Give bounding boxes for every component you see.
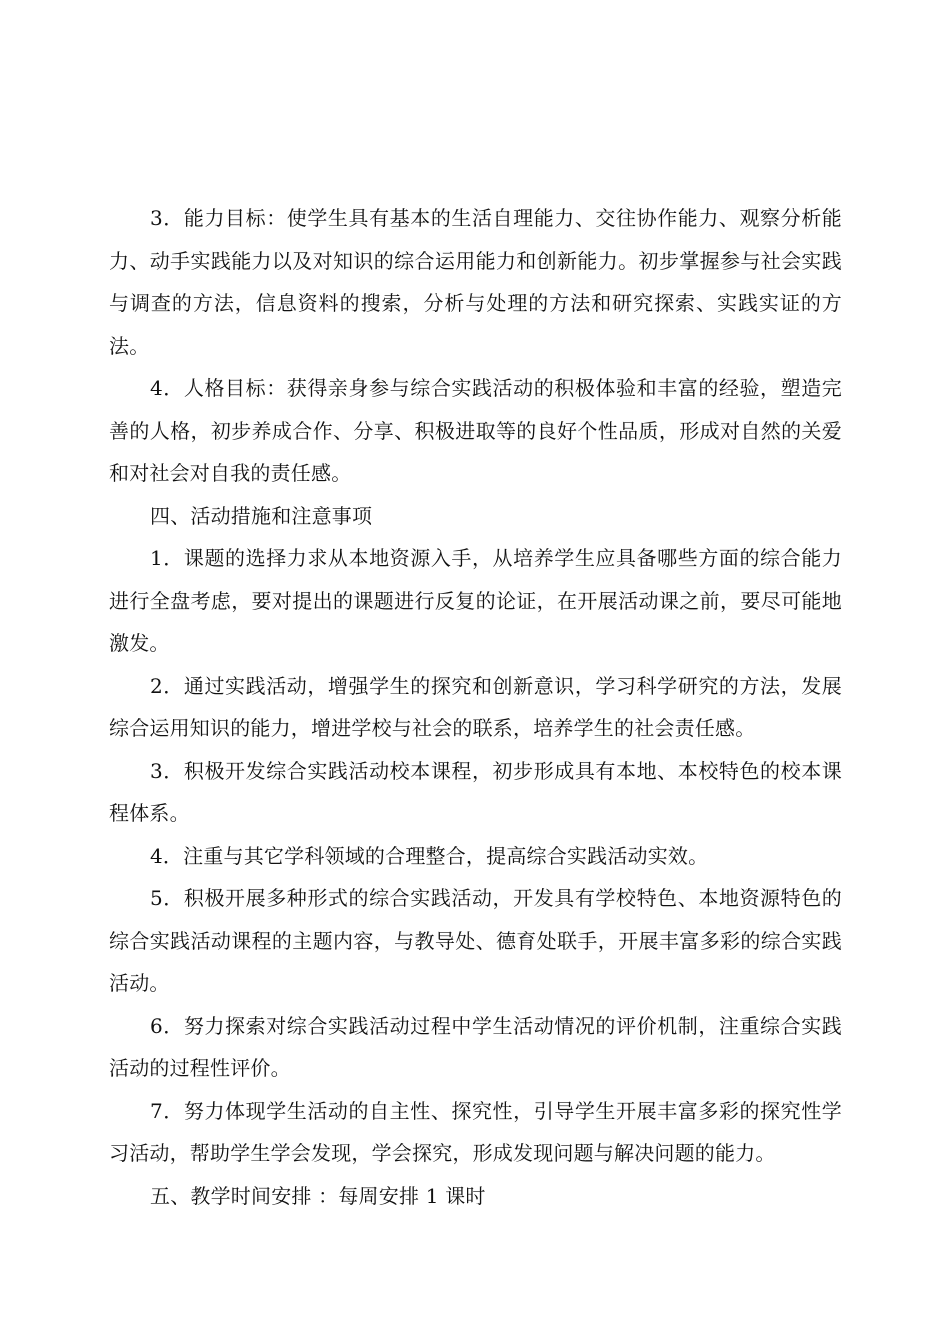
paragraph-measure-4: 4．注重与其它学科领域的合理整合，提高综合实践活动实效。 bbox=[150, 843, 709, 868]
paragraph-ability-goal: 3．能力目标：使学生具有基本的生活自理能力、交往协作能力、观察分析能力、动手实践能力以及对知识的综合运用能力和创新能力。初步掌握参与社会实践与调查的方法，信息资料的搜索，分析与处理的方法和研究探索、实践实证的方法。 bbox=[109, 206, 842, 358]
paragraph-measure-5: 5．积极开展多种形式的综合实践活动，开发具有学校特色、本地资源特色的综合实践活动课程的主题内容，与教导处、德育处联手，开展丰富多彩的综合实践活动。 bbox=[109, 886, 842, 995]
paragraph-measure-2: 2．通过实践活动，增强学生的探究和创新意识，学习科学研究的方法，发展综合运用知识的能力，增进学校与社会的联系，培养学生的社会责任感。 bbox=[109, 673, 842, 740]
paragraph-personality-goal: 4．人格目标：获得亲身参与综合实践活动的积极体验和丰富的经验，塑造完善的人格，初步养成合作、分享、积极进取等的良好个性品质，形成对自然的关爱和对社会对自我的责任感。 bbox=[109, 376, 842, 485]
section-heading-measures: 四、活动措施和注意事项 bbox=[150, 503, 373, 528]
paragraph-measure-6: 6．努力探索对综合实践活动过程中学生活动情况的评价机制，注重综合实践活动的过程性评价。 bbox=[109, 1013, 842, 1080]
document-body bbox=[109, 197, 842, 1217]
paragraph-measure-3: 3．积极开发综合实践活动校本课程，初步形成具有本地、本校特色的校本课程体系。 bbox=[109, 758, 842, 825]
paragraph-measure-7: 7．努力体现学生活动的自主性、探究性，引导学生开展丰富多彩的探究性学习活动，帮助学生学会发现，学会探究，形成发现问题与解决问题的能力。 bbox=[109, 1098, 842, 1165]
paragraph-measure-1: 1．课题的选择力求从本地资源入手，从培养学生应具备哪些方面的综合能力进行全盘考虑，要对提出的课题进行反复的论证，在开展活动课之前，要尽可能地激发。 bbox=[109, 546, 842, 655]
section-heading-schedule: 五、教学时间安排 ：每周安排 1 课时 bbox=[150, 1183, 486, 1208]
